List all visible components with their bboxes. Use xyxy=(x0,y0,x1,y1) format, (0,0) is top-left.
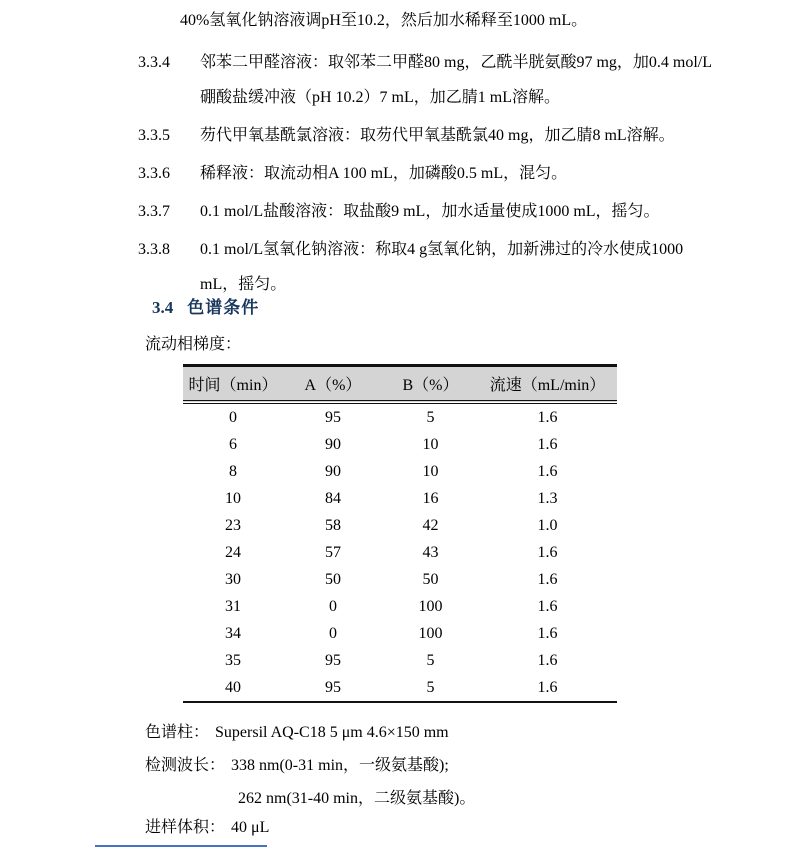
table-cell: 42 xyxy=(422,516,439,534)
table-cell: 84 xyxy=(325,489,341,507)
table-cell: 95 xyxy=(325,408,341,426)
table-cell: 1.6 xyxy=(537,435,558,453)
table-cell: 8 xyxy=(229,462,237,480)
table-cell: 57 xyxy=(325,543,341,561)
column-header: B（%） xyxy=(383,366,478,403)
footer-divider-line xyxy=(95,845,267,847)
table-cell: 50 xyxy=(422,570,439,588)
numbered-paragraph xyxy=(0,194,712,229)
table-cell: 100 xyxy=(418,597,443,615)
table-row xyxy=(183,458,617,485)
paragraph-number: 3.3.7 xyxy=(138,203,170,220)
table-cell: 1.6 xyxy=(537,570,558,588)
table-cell: 1.6 xyxy=(478,674,617,702)
table-cell: 0 xyxy=(329,624,337,642)
numbered-paragraph xyxy=(0,45,712,115)
paragraph-text: 0.1 mol/L氢氧化钠溶液：称取4 g氢氧化钠，加新沸过的冷水使成1000 mL，摇匀。 xyxy=(200,241,684,293)
table-cell: 24 xyxy=(225,543,241,561)
section-heading xyxy=(152,293,259,318)
gradient-table-body xyxy=(183,402,617,702)
table-cell: 0 xyxy=(329,597,337,615)
note-injection xyxy=(145,815,269,841)
table-row xyxy=(183,485,617,512)
table-cell: 1.6 xyxy=(537,408,558,426)
table-cell: 58 xyxy=(325,516,341,534)
gradient-table xyxy=(183,364,617,703)
table-cell: 34 xyxy=(225,624,241,642)
table-cell: 5 xyxy=(426,651,435,669)
table-cell: 1.0 xyxy=(537,516,558,534)
paragraph-text: 芴代甲氧基酰氯溶液：取芴代甲氧基酰氯40 mg，加乙腈8 mL溶解。 xyxy=(200,127,675,144)
paragraph-text: 0.1 mol/L盐酸溶液：取盐酸9 mL，加水适量使成1000 mL，摇匀。 xyxy=(200,203,660,220)
paragraph-number: 3.3.4 xyxy=(138,54,170,71)
numbered-paragraph xyxy=(0,232,712,302)
table-row xyxy=(183,512,617,539)
table-cell: 10 xyxy=(422,462,439,480)
table-cell: 23 xyxy=(225,516,241,534)
column-header: A（%） xyxy=(283,366,383,403)
note-wavelength-label: 检测波长： xyxy=(145,757,226,774)
table-row xyxy=(183,431,617,458)
table-cell: 90 xyxy=(325,462,341,480)
table-cell: 30 xyxy=(225,570,241,588)
table-cell: 10 xyxy=(422,435,439,453)
table-cell: 0 xyxy=(229,408,237,426)
column-header: 时间（min） xyxy=(183,366,283,403)
note-wavelength xyxy=(145,753,449,779)
table-cell: 1.6 xyxy=(537,597,558,615)
table-row xyxy=(183,566,617,593)
table-cell: 5 xyxy=(426,408,435,426)
table-cell: 1.3 xyxy=(537,489,558,507)
gradient-label: 流动相梯度： xyxy=(145,336,242,353)
note-injection-value: 40 μL xyxy=(231,819,270,836)
paragraph-number: 3.3.5 xyxy=(138,127,170,144)
table-cell: 50 xyxy=(325,570,341,588)
table-cell: 10 xyxy=(225,489,241,507)
paragraph-number: 3.3.8 xyxy=(138,241,170,258)
section-title: 色谱条件 xyxy=(187,298,260,317)
paragraph-text: 邻苯二甲醛溶液：取邻苯二甲醛80 mg，乙酰半胱氨酸97 mg，加0.4 mol/L硼酸盐缓冲液（pH 10.2）7 mL，加乙腈1 mL溶解。 xyxy=(200,54,713,106)
table-cell: 40 xyxy=(183,674,283,702)
table-row xyxy=(183,593,617,620)
table-cell: 1.6 xyxy=(537,462,558,480)
table-cell: 6 xyxy=(229,435,237,453)
paragraph-continuation: 40%氢氧化钠溶液调pH至10.2，然后加水稀释至1000 mL。 xyxy=(180,12,588,29)
table-row xyxy=(183,647,617,674)
table-cell: 16 xyxy=(422,489,439,507)
table-cell: 5 xyxy=(383,674,478,702)
note-wavelength-value-1: 338 nm(0-31 min，一级氨基酸); xyxy=(231,757,449,774)
table-cell: 35 xyxy=(225,651,241,669)
table-cell: 90 xyxy=(325,435,341,453)
table-row xyxy=(183,674,617,702)
table-cell: 31 xyxy=(225,597,241,615)
note-column-label: 色谱柱： xyxy=(145,724,210,741)
table-row xyxy=(183,539,617,566)
table-cell: 95 xyxy=(325,651,341,669)
table-cell: 1.6 xyxy=(537,651,558,669)
table-cell: 100 xyxy=(418,624,443,642)
note-wavelength-line2 xyxy=(238,786,475,812)
table-cell: 95 xyxy=(283,674,383,702)
gradient-table-head xyxy=(183,366,617,403)
numbered-paragraph xyxy=(0,156,712,191)
note-wavelength-value-2: 262 nm(31-40 min，二级氨基酸)。 xyxy=(238,790,476,807)
paragraph-text: 稀释液：取流动相A 100 mL，加磷酸0.5 mL，混匀。 xyxy=(200,165,568,182)
numbered-paragraph xyxy=(0,118,712,153)
note-column-value: Supersil AQ-C18 5 μm 4.6×150 mm xyxy=(215,724,449,741)
table-cell: 43 xyxy=(422,543,439,561)
table-cell: 1.6 xyxy=(537,624,558,642)
column-header: 流速（mL/min） xyxy=(478,366,617,403)
table-cell: 1.6 xyxy=(537,543,558,561)
paragraph-number: 3.3.6 xyxy=(138,165,170,182)
table-header-row xyxy=(183,366,617,403)
table-row xyxy=(183,620,617,647)
numbered-paragraph-list xyxy=(0,45,712,305)
table-row xyxy=(183,402,617,431)
note-injection-label: 进样体积： xyxy=(145,819,226,836)
note-column xyxy=(145,720,449,746)
section-number: 3.4 xyxy=(152,298,174,317)
